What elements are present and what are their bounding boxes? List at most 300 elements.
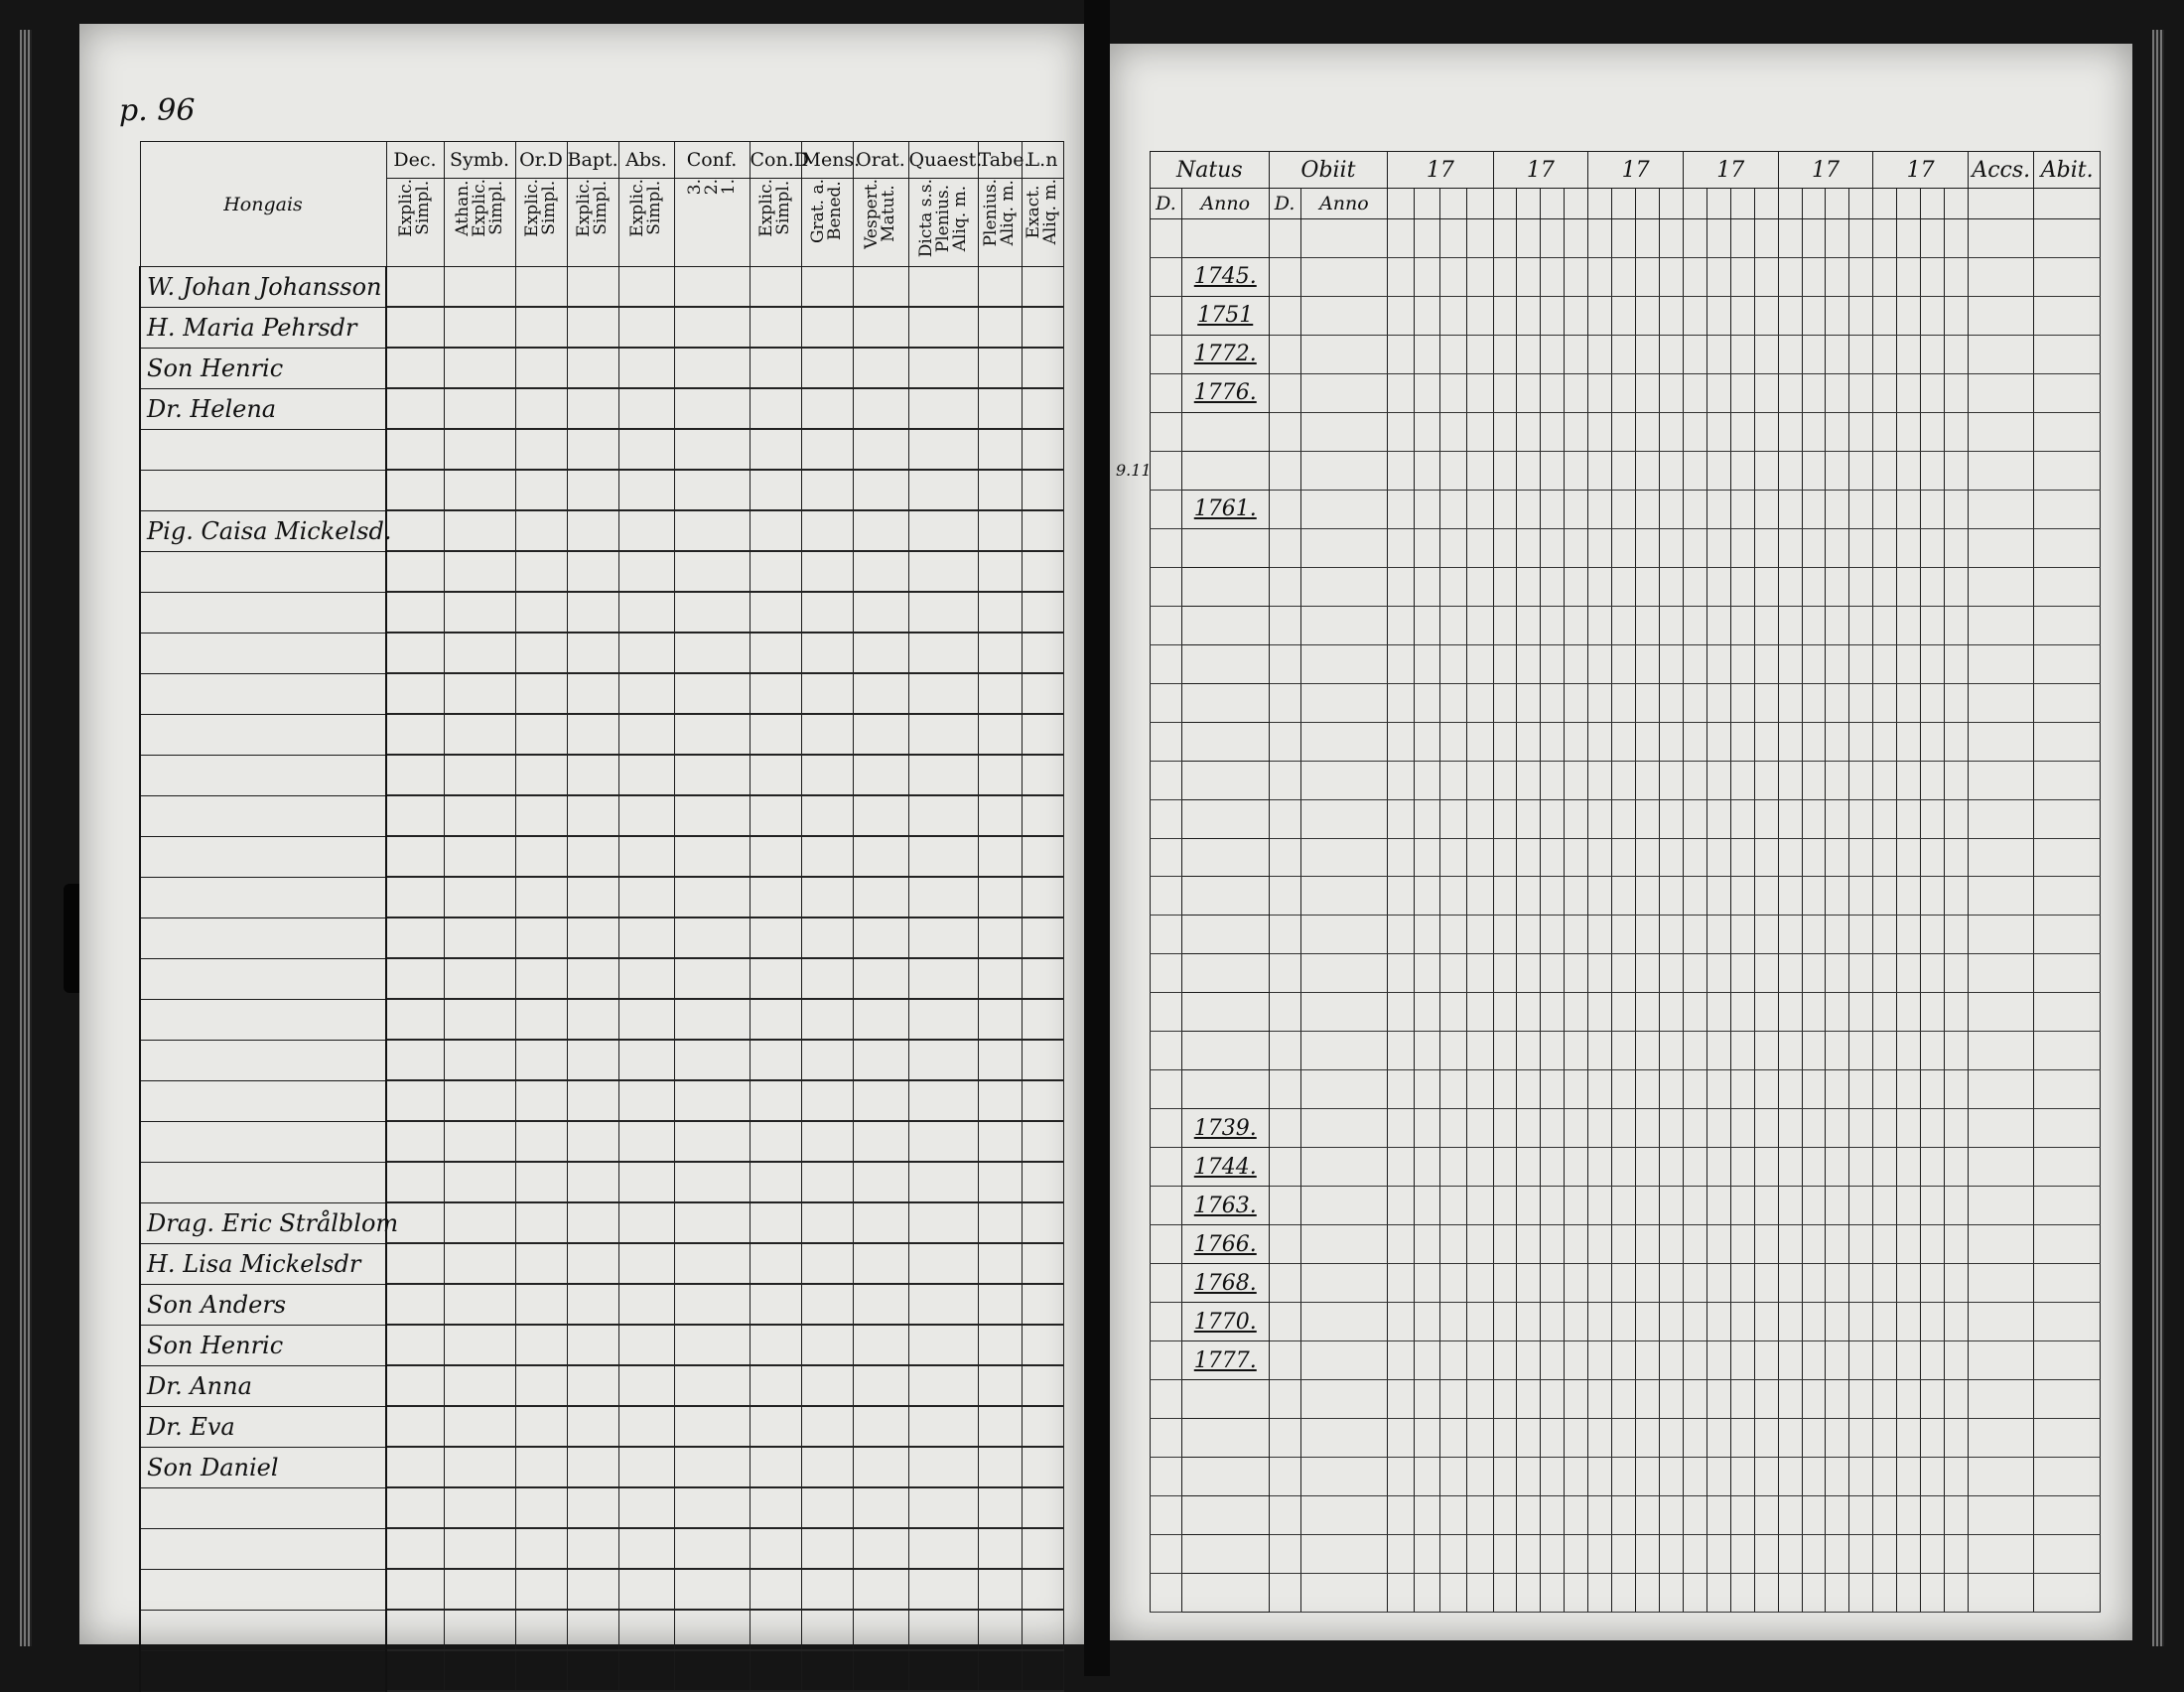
date-cell bbox=[1706, 1573, 1730, 1612]
table-row bbox=[140, 470, 1063, 510]
right-subheader-label: D. bbox=[1151, 189, 1182, 219]
date-cell bbox=[1414, 1573, 1440, 1612]
date-cell bbox=[1660, 1303, 1684, 1341]
date-cell bbox=[1269, 1419, 1300, 1458]
birth-year: 1763. bbox=[1181, 1187, 1269, 1225]
date-cell bbox=[1517, 1032, 1541, 1070]
date-cell bbox=[1466, 683, 1493, 722]
exam-cell bbox=[908, 388, 978, 429]
exam-cell bbox=[908, 510, 978, 551]
exam-cell bbox=[674, 307, 750, 348]
date-cell bbox=[1683, 1070, 1706, 1109]
date-cell bbox=[1849, 606, 1873, 644]
date-cell bbox=[1754, 1225, 1778, 1264]
exam-cell bbox=[1022, 1650, 1063, 1691]
exam-cell bbox=[978, 714, 1022, 755]
date-cell bbox=[1730, 219, 1754, 258]
date-cell bbox=[1440, 1264, 1467, 1303]
date-cell bbox=[1541, 1534, 1565, 1573]
date-cell bbox=[1588, 296, 1612, 335]
date-cell bbox=[1660, 877, 1684, 916]
table-row bbox=[1151, 877, 2101, 916]
date-cell bbox=[1565, 335, 1588, 373]
date-cell bbox=[1706, 335, 1730, 373]
exam-cell bbox=[618, 1447, 674, 1487]
date-cell bbox=[2034, 1380, 2101, 1419]
date-cell bbox=[1754, 373, 1778, 412]
date-cell bbox=[1802, 1458, 1826, 1496]
date-cell bbox=[1565, 528, 1588, 567]
person-name: Son Henric bbox=[140, 348, 386, 388]
date-cell bbox=[1921, 567, 1945, 606]
exam-cell bbox=[386, 958, 444, 999]
date-cell bbox=[1517, 606, 1541, 644]
date-cell bbox=[1541, 1264, 1565, 1303]
exam-cell bbox=[1022, 633, 1063, 673]
date-cell bbox=[1683, 1573, 1706, 1612]
exam-cell bbox=[386, 1610, 444, 1650]
date-cell bbox=[1493, 373, 1517, 412]
subheader-label: Grat. a. bbox=[808, 179, 828, 244]
date-cell bbox=[1754, 451, 1778, 490]
table-row bbox=[140, 755, 1063, 795]
date-cell bbox=[1151, 1148, 1182, 1187]
exam-cell bbox=[978, 1447, 1022, 1487]
date-cell bbox=[1440, 1032, 1467, 1070]
exam-cell bbox=[750, 1080, 801, 1121]
date-cell bbox=[1466, 1109, 1493, 1148]
date-cell bbox=[1873, 1303, 1897, 1341]
person-name bbox=[140, 1121, 386, 1162]
exam-cell bbox=[515, 267, 567, 308]
date-cell bbox=[1945, 1419, 1969, 1458]
date-cell bbox=[1945, 799, 1969, 838]
date-cell bbox=[2034, 1148, 2101, 1187]
exam-cell bbox=[750, 836, 801, 877]
table-row bbox=[140, 1202, 1063, 1243]
exam-cell bbox=[853, 1121, 908, 1162]
date-cell bbox=[1612, 1419, 1636, 1458]
person-name bbox=[140, 1080, 386, 1121]
right-subheader-cell bbox=[1493, 189, 1517, 219]
date-cell bbox=[1565, 606, 1588, 644]
date-cell bbox=[1541, 683, 1565, 722]
date-cell bbox=[1730, 838, 1754, 877]
date-cell bbox=[1151, 993, 1182, 1032]
header-conf: Conf. bbox=[674, 142, 750, 179]
date-cell bbox=[1440, 335, 1467, 373]
date-cell bbox=[1541, 1070, 1565, 1109]
date-cell bbox=[1388, 490, 1415, 528]
date-cell bbox=[1945, 877, 1969, 916]
table-row bbox=[1151, 528, 2101, 567]
date-cell bbox=[1151, 257, 1182, 296]
person-name bbox=[140, 714, 386, 755]
date-cell bbox=[1541, 412, 1565, 451]
date-cell bbox=[1151, 877, 1182, 916]
date-cell bbox=[1388, 412, 1415, 451]
date-cell bbox=[1612, 1032, 1636, 1070]
date-cell bbox=[1493, 1380, 1517, 1419]
table-row bbox=[140, 348, 1063, 388]
date-cell bbox=[1517, 219, 1541, 258]
exam-cell bbox=[978, 267, 1022, 308]
date-cell bbox=[1636, 1225, 1660, 1264]
exam-cell bbox=[853, 1284, 908, 1325]
exam-cell bbox=[386, 1406, 444, 1447]
date-cell bbox=[1754, 838, 1778, 877]
date-cell bbox=[1969, 257, 2034, 296]
exam-cell bbox=[618, 1610, 674, 1650]
date-cell bbox=[1660, 916, 1684, 954]
date-cell bbox=[1588, 1380, 1612, 1419]
date-cell bbox=[1969, 683, 2034, 722]
date-cell bbox=[1565, 451, 1588, 490]
date-cell bbox=[1565, 1264, 1588, 1303]
date-cell bbox=[1778, 1419, 1802, 1458]
person-name: Drag. Eric Strålblom bbox=[140, 1202, 386, 1243]
exam-cell bbox=[908, 1080, 978, 1121]
date-cell bbox=[1778, 1148, 1802, 1187]
date-cell bbox=[1466, 916, 1493, 954]
date-cell bbox=[1683, 1419, 1706, 1458]
date-cell bbox=[1612, 722, 1636, 761]
date-cell bbox=[1849, 1380, 1873, 1419]
date-cell bbox=[1683, 335, 1706, 373]
subheader-label: Aliq. m. bbox=[949, 185, 970, 251]
date-cell bbox=[1636, 490, 1660, 528]
date-cell bbox=[1826, 916, 1849, 954]
date-cell bbox=[1683, 916, 1706, 954]
date-cell bbox=[1849, 954, 1873, 993]
date-cell bbox=[1826, 1264, 1849, 1303]
date-cell bbox=[1541, 335, 1565, 373]
exam-cell bbox=[618, 958, 674, 999]
date-cell bbox=[1565, 373, 1588, 412]
exam-cell bbox=[1022, 1406, 1063, 1447]
date-cell bbox=[2034, 1225, 2101, 1264]
date-cell bbox=[1588, 1187, 1612, 1225]
date-cell bbox=[1151, 799, 1182, 838]
date-cell bbox=[1706, 916, 1730, 954]
exam-cell bbox=[386, 510, 444, 551]
date-cell bbox=[1945, 838, 1969, 877]
exam-cell bbox=[515, 388, 567, 429]
person-name: Son Henric bbox=[140, 1325, 386, 1365]
exam-cell bbox=[567, 1406, 618, 1447]
date-cell bbox=[1826, 1109, 1849, 1148]
date-cell bbox=[1802, 954, 1826, 993]
date-cell bbox=[1706, 799, 1730, 838]
date-cell bbox=[1754, 335, 1778, 373]
date-cell bbox=[1493, 257, 1517, 296]
date-cell bbox=[1440, 1070, 1467, 1109]
village-name: Hongais bbox=[140, 142, 386, 267]
subheader-label: Simpl. bbox=[413, 180, 433, 235]
date-cell bbox=[1151, 916, 1182, 954]
exam-cell bbox=[674, 1325, 750, 1365]
date-cell bbox=[1541, 1458, 1565, 1496]
exam-cell bbox=[444, 1487, 515, 1528]
date-cell bbox=[1541, 219, 1565, 258]
date-cell bbox=[1565, 490, 1588, 528]
date-cell bbox=[1730, 257, 1754, 296]
date-cell bbox=[1778, 1187, 1802, 1225]
date-cell bbox=[1517, 1573, 1541, 1612]
date-cell bbox=[1636, 954, 1660, 993]
date-cell bbox=[1897, 451, 1921, 490]
date-cell bbox=[1300, 916, 1388, 954]
date-cell bbox=[1778, 412, 1802, 451]
exam-cell bbox=[674, 958, 750, 999]
date-cell bbox=[1636, 335, 1660, 373]
date-cell bbox=[1414, 373, 1440, 412]
date-cell bbox=[1388, 1419, 1415, 1458]
subheader-label: Matut. bbox=[879, 185, 898, 243]
date-cell bbox=[1849, 1534, 1873, 1573]
book-spine bbox=[1084, 0, 1110, 1676]
exam-cell bbox=[515, 429, 567, 470]
exam-cell bbox=[908, 307, 978, 348]
right-subheader-cell bbox=[1945, 189, 1969, 219]
birth-year bbox=[1181, 1458, 1269, 1496]
date-cell bbox=[1778, 993, 1802, 1032]
exam-cell bbox=[801, 917, 853, 958]
exam-cell bbox=[618, 388, 674, 429]
date-cell bbox=[1730, 761, 1754, 799]
exam-cell bbox=[853, 836, 908, 877]
exam-cell bbox=[444, 1406, 515, 1447]
date-cell bbox=[1921, 1070, 1945, 1109]
date-cell bbox=[1945, 1380, 1969, 1419]
exam-cell bbox=[386, 388, 444, 429]
date-cell bbox=[1706, 993, 1730, 1032]
birth-year: 1777. bbox=[1181, 1341, 1269, 1380]
exam-cell bbox=[567, 429, 618, 470]
date-cell bbox=[1269, 644, 1300, 683]
left-register-page bbox=[79, 24, 1084, 1644]
subheader-label: Explic. bbox=[627, 179, 647, 237]
exam-cell bbox=[386, 877, 444, 917]
date-cell bbox=[1921, 954, 1945, 993]
date-cell bbox=[1683, 993, 1706, 1032]
date-cell bbox=[1541, 490, 1565, 528]
exam-cell bbox=[567, 1650, 618, 1691]
table-row bbox=[1151, 335, 2101, 373]
date-cell bbox=[1873, 954, 1897, 993]
date-cell bbox=[1541, 761, 1565, 799]
date-cell bbox=[1440, 412, 1467, 451]
date-cell bbox=[1849, 644, 1873, 683]
exam-cell bbox=[674, 470, 750, 510]
date-cell bbox=[1826, 219, 1849, 258]
date-cell bbox=[1517, 1264, 1541, 1303]
right-subheader-cell bbox=[1754, 189, 1778, 219]
header-dec: Dec. bbox=[386, 142, 444, 179]
date-cell bbox=[1300, 567, 1388, 606]
date-cell bbox=[1517, 1225, 1541, 1264]
date-cell bbox=[1921, 1458, 1945, 1496]
date-cell bbox=[1826, 1148, 1849, 1187]
exam-cell bbox=[444, 267, 515, 308]
date-cell bbox=[1873, 1070, 1897, 1109]
exam-cell bbox=[515, 348, 567, 388]
date-cell bbox=[1802, 1341, 1826, 1380]
birth-year bbox=[1181, 1495, 1269, 1534]
table-row bbox=[1151, 1109, 2101, 1148]
date-cell bbox=[1493, 1419, 1517, 1458]
exam-cell bbox=[801, 267, 853, 308]
date-cell bbox=[1269, 296, 1300, 335]
date-cell bbox=[1897, 219, 1921, 258]
exam-cell bbox=[386, 267, 444, 308]
date-cell bbox=[1440, 1380, 1467, 1419]
date-cell bbox=[1683, 1187, 1706, 1225]
date-cell bbox=[1300, 1419, 1388, 1458]
date-cell bbox=[1636, 451, 1660, 490]
date-cell bbox=[1873, 1419, 1897, 1458]
date-cell bbox=[1440, 567, 1467, 606]
subheader-label: Simpl. bbox=[539, 180, 559, 235]
table-row bbox=[140, 714, 1063, 755]
date-cell bbox=[1300, 1458, 1388, 1496]
date-cell bbox=[1300, 528, 1388, 567]
date-cell bbox=[1414, 683, 1440, 722]
date-cell bbox=[1778, 644, 1802, 683]
subheader-label: Simpl. bbox=[485, 180, 506, 235]
date-cell bbox=[1730, 335, 1754, 373]
date-cell bbox=[1300, 1303, 1388, 1341]
date-cell bbox=[1706, 373, 1730, 412]
date-cell bbox=[1414, 528, 1440, 567]
date-cell bbox=[1612, 1380, 1636, 1419]
date-cell bbox=[1300, 257, 1388, 296]
date-cell bbox=[1466, 1225, 1493, 1264]
table-row bbox=[140, 510, 1063, 551]
date-cell bbox=[1300, 373, 1388, 412]
date-cell bbox=[1897, 412, 1921, 451]
date-cell bbox=[1969, 838, 2034, 877]
exam-cell bbox=[618, 1487, 674, 1528]
exam-cell bbox=[515, 1202, 567, 1243]
date-cell bbox=[1969, 877, 2034, 916]
exam-cell bbox=[978, 1121, 1022, 1162]
date-cell bbox=[1541, 1148, 1565, 1187]
exam-cell bbox=[444, 388, 515, 429]
date-cell bbox=[1493, 296, 1517, 335]
date-cell bbox=[1969, 1148, 2034, 1187]
right-subheader-cell bbox=[1588, 189, 1612, 219]
exam-cell bbox=[750, 1447, 801, 1487]
exam-cell bbox=[978, 1487, 1022, 1528]
exam-cell bbox=[978, 388, 1022, 429]
exam-cell bbox=[386, 592, 444, 633]
date-cell bbox=[1921, 219, 1945, 258]
right-subheader-cell bbox=[1565, 189, 1588, 219]
date-cell bbox=[1969, 761, 2034, 799]
date-cell bbox=[1826, 257, 1849, 296]
date-cell bbox=[1873, 877, 1897, 916]
date-cell bbox=[1636, 644, 1660, 683]
date-cell bbox=[1269, 1264, 1300, 1303]
date-cell bbox=[1440, 761, 1467, 799]
date-cell bbox=[2034, 528, 2101, 567]
date-cell bbox=[1440, 799, 1467, 838]
exam-cell bbox=[618, 1650, 674, 1691]
exam-cell bbox=[567, 470, 618, 510]
date-cell bbox=[1826, 993, 1849, 1032]
date-cell bbox=[1921, 1264, 1945, 1303]
exam-cell bbox=[674, 999, 750, 1040]
table-row bbox=[1151, 412, 2101, 451]
date-cell bbox=[1945, 722, 1969, 761]
date-cell bbox=[1802, 1225, 1826, 1264]
date-cell bbox=[1388, 219, 1415, 258]
date-cell bbox=[1440, 1109, 1467, 1148]
exam-cell bbox=[515, 795, 567, 836]
date-cell bbox=[1921, 335, 1945, 373]
date-cell bbox=[1612, 1187, 1636, 1225]
date-cell bbox=[1466, 877, 1493, 916]
date-cell bbox=[1826, 490, 1849, 528]
date-cell bbox=[1778, 219, 1802, 258]
date-cell bbox=[1802, 335, 1826, 373]
exam-cell bbox=[978, 917, 1022, 958]
person-name: H. Lisa Mickelsdr bbox=[140, 1243, 386, 1284]
date-cell bbox=[1802, 1070, 1826, 1109]
date-cell bbox=[2034, 257, 2101, 296]
exam-cell bbox=[978, 1569, 1022, 1610]
date-cell bbox=[1945, 1264, 1969, 1303]
date-cell bbox=[1873, 490, 1897, 528]
subheader-cell bbox=[1022, 179, 1063, 267]
header-orat: Orat. bbox=[853, 142, 908, 179]
date-cell bbox=[1849, 335, 1873, 373]
person-name: Pig. Caisa Mickelsd. bbox=[140, 510, 386, 551]
date-cell bbox=[1588, 644, 1612, 683]
date-cell bbox=[1588, 1148, 1612, 1187]
date-cell bbox=[1269, 1495, 1300, 1534]
date-cell bbox=[1300, 954, 1388, 993]
date-cell bbox=[1269, 1225, 1300, 1264]
date-cell bbox=[1151, 1264, 1182, 1303]
date-cell bbox=[2034, 373, 2101, 412]
date-cell bbox=[1388, 1070, 1415, 1109]
right-subheader-cell bbox=[2034, 189, 2101, 219]
date-cell bbox=[1730, 1032, 1754, 1070]
date-cell bbox=[1612, 954, 1636, 993]
date-cell bbox=[1730, 916, 1754, 954]
right-header-row bbox=[1151, 152, 2101, 189]
exam-cell bbox=[908, 470, 978, 510]
date-cell bbox=[1683, 644, 1706, 683]
exam-cell bbox=[444, 1121, 515, 1162]
exam-cell bbox=[801, 1487, 853, 1528]
date-cell bbox=[1300, 1109, 1388, 1148]
date-cell bbox=[1969, 1187, 2034, 1225]
date-cell bbox=[1706, 412, 1730, 451]
date-cell bbox=[1849, 1458, 1873, 1496]
date-cell bbox=[1565, 954, 1588, 993]
date-cell bbox=[1849, 1109, 1873, 1148]
date-cell bbox=[1612, 1264, 1636, 1303]
date-cell bbox=[1565, 1495, 1588, 1534]
date-cell bbox=[1151, 1419, 1182, 1458]
date-cell bbox=[1300, 1534, 1388, 1573]
exam-cell bbox=[853, 1528, 908, 1569]
date-cell bbox=[1802, 683, 1826, 722]
date-cell bbox=[1151, 1495, 1182, 1534]
